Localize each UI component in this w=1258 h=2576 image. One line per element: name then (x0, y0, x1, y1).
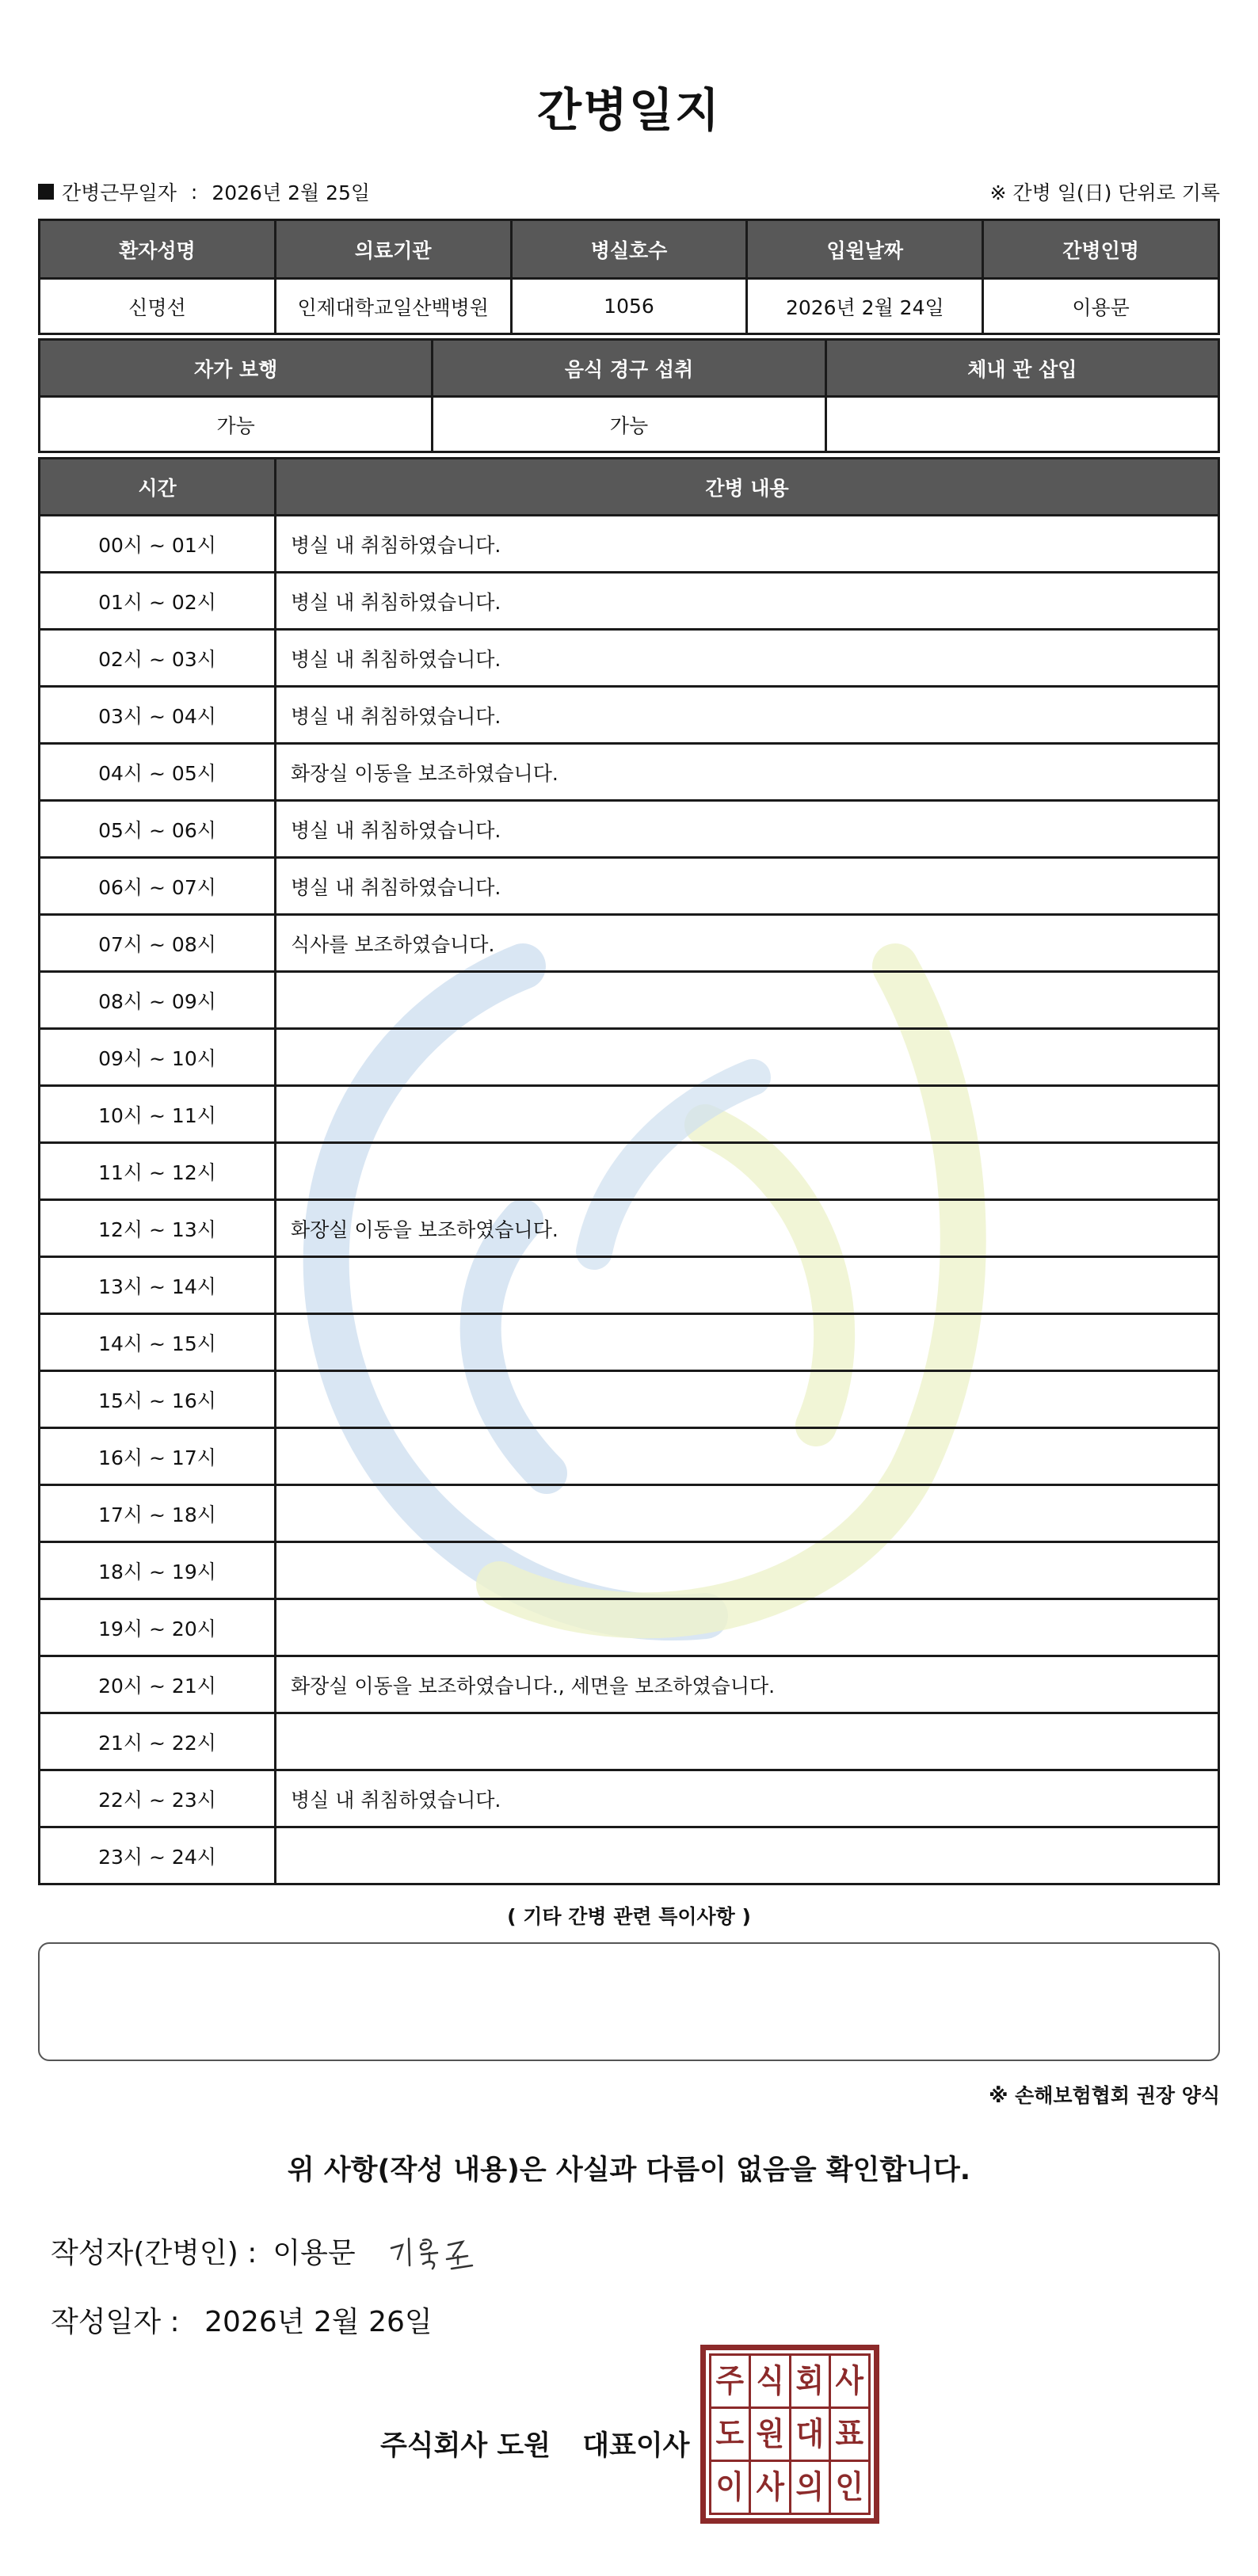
table-row (40, 1713, 1219, 1770)
table-row (40, 801, 1219, 858)
log-content (276, 1485, 1219, 1542)
log-content: 병실 내 취침하였습니다. (276, 573, 1219, 630)
seal-character (711, 2409, 749, 2460)
log-time: 16시 ~ 17시 (40, 1428, 276, 1485)
log-time: 09시 ~ 10시 (40, 1029, 276, 1086)
confirmation-statement: 위 사항(작성 내용)은 사실과 다름이 없음을 확인합니다. (287, 2155, 971, 2186)
seal-stamp (700, 2345, 879, 2524)
seal-character-text: 사 (756, 2469, 784, 2506)
log-time: 03시 ~ 04시 (40, 687, 276, 744)
care-log-table (38, 457, 1220, 1885)
log-content (276, 1371, 1219, 1428)
log-content (276, 1599, 1219, 1656)
log-content (276, 1257, 1219, 1314)
log-content (276, 1086, 1219, 1143)
table-row (40, 744, 1219, 801)
table-row (40, 1599, 1219, 1656)
log-time: 14시 ~ 15시 (40, 1314, 276, 1371)
remarks-box (38, 1942, 1220, 2061)
patient-condition-table (38, 338, 1220, 453)
log-time: 18시 ~ 19시 (40, 1542, 276, 1599)
table-row (40, 1656, 1219, 1713)
log-content (276, 1314, 1219, 1371)
header-hospital: 의료기관 (275, 220, 511, 279)
remarks-title: ( 기타 간병 관련 특이사항 ) (507, 1905, 751, 1928)
log-time: 04시 ~ 05시 (40, 744, 276, 801)
log-content: 식사를 보조하였습니다. (276, 915, 1219, 972)
header-room: 병실호수 (511, 220, 747, 279)
log-time: 19시 ~ 20시 (40, 1599, 276, 1656)
header-walking: 자가 보행 (40, 340, 433, 397)
oral-intake-value: 가능 (433, 397, 825, 452)
page-title: 간병일지 (536, 83, 722, 137)
log-time: 02시 ~ 03시 (40, 630, 276, 687)
seal-character-text: 원 (756, 2416, 784, 2452)
tube-insertion-value (825, 397, 1218, 452)
table-row (40, 573, 1219, 630)
log-time: 10시 ~ 11시 (40, 1086, 276, 1143)
log-content: 화장실 이동을 보조하였습니다. (276, 744, 1219, 801)
table-row (40, 1257, 1219, 1314)
log-time: 11시 ~ 12시 (40, 1143, 276, 1200)
log-content: 병실 내 취침하였습니다. (276, 630, 1219, 687)
table-row (40, 1371, 1219, 1428)
log-content: 병실 내 취침하였습니다. (276, 858, 1219, 915)
form-note: ※ 손해보험협회 권장 양식 (989, 2084, 1220, 2107)
log-time: 22시 ~ 23시 (40, 1770, 276, 1827)
company-signature-line (380, 2424, 689, 2464)
table-row (40, 1029, 1219, 1086)
log-time: 15시 ~ 16시 (40, 1371, 276, 1428)
table-row (40, 1314, 1219, 1371)
seal-character-text: 인 (835, 2469, 864, 2506)
work-date-label: 간병근무일자 (62, 181, 177, 204)
seal-character-text: 대 (795, 2416, 824, 2452)
seal-character-text: 표 (835, 2416, 864, 2452)
table-row (40, 687, 1219, 744)
seal-character (751, 2356, 788, 2406)
writer-name: 이용문 (273, 2237, 356, 2269)
header-caregiver: 간병인명 (983, 220, 1219, 279)
room-number: 1056 (511, 279, 747, 334)
written-date-label: 작성일자 : (51, 2306, 180, 2338)
handwritten-signature (385, 2224, 488, 2280)
patient-info-table (38, 219, 1220, 335)
seal-grid (709, 2353, 871, 2515)
header-care-content: 간병 내용 (276, 459, 1219, 516)
log-time: 05시 ~ 06시 (40, 801, 276, 858)
work-date-value: 2026년 2월 25일 (212, 181, 371, 204)
table-row (40, 630, 1219, 687)
log-content (276, 1713, 1219, 1770)
patient-name: 신명선 (40, 279, 276, 334)
log-content (276, 972, 1219, 1029)
seal-character (751, 2409, 788, 2460)
log-content: 병실 내 취침하였습니다. (276, 1770, 1219, 1827)
header-oral-intake: 음식 경구 섭취 (433, 340, 825, 397)
log-content: 병실 내 취침하였습니다. (276, 687, 1219, 744)
seal-character (831, 2409, 868, 2460)
table-row (40, 972, 1219, 1029)
header-patient-name: 환자성명 (40, 220, 276, 279)
log-content (276, 1029, 1219, 1086)
log-time: 20시 ~ 21시 (40, 1656, 276, 1713)
log-time: 01시 ~ 02시 (40, 573, 276, 630)
walking-value: 가능 (40, 397, 433, 452)
log-time: 00시 ~ 01시 (40, 516, 276, 573)
seal-character (791, 2409, 829, 2460)
log-content (276, 1827, 1219, 1884)
log-time: 13시 ~ 14시 (40, 1257, 276, 1314)
seal-character (831, 2356, 868, 2406)
work-date (38, 177, 370, 206)
seal-character-text: 도 (715, 2416, 745, 2452)
header-time: 시간 (40, 459, 276, 516)
admission-date: 2026년 2월 24일 (747, 279, 983, 334)
header-tube-insertion: 체내 관 삽입 (825, 340, 1218, 397)
log-time: 12시 ~ 13시 (40, 1200, 276, 1257)
seal-character (791, 2356, 829, 2406)
header-admission-date: 입원날짜 (747, 220, 983, 279)
writer-label: 작성자(간병인) : (51, 2237, 257, 2269)
seal-character-text: 의 (795, 2469, 824, 2506)
log-content: 화장실 이동을 보조하였습니다., 세면을 보조하였습니다. (276, 1656, 1219, 1713)
writer-row (51, 2231, 356, 2271)
work-date-colon: : (190, 180, 198, 204)
unit-note: ※ 간병 일(日) 단위로 기록 (989, 181, 1220, 204)
table-row (40, 1770, 1219, 1827)
square-bullet-icon (38, 184, 54, 200)
seal-character-text: 이 (715, 2469, 745, 2506)
table-row (40, 1086, 1219, 1143)
log-content (276, 1542, 1219, 1599)
seal-character (791, 2462, 829, 2513)
table-row (40, 858, 1219, 915)
table-row (40, 516, 1219, 573)
company-rep-title: 대표이사 (582, 2430, 690, 2462)
log-content: 화장실 이동을 보조하였습니다. (276, 1200, 1219, 1257)
log-time: 08시 ~ 09시 (40, 972, 276, 1029)
log-content: 병실 내 취침하였습니다. (276, 516, 1219, 573)
seal-character-text: 주 (715, 2363, 745, 2399)
written-date-value: 2026년 2월 26일 (204, 2306, 433, 2338)
log-content (276, 1143, 1219, 1200)
table-row (40, 1143, 1219, 1200)
log-time: 23시 ~ 24시 (40, 1827, 276, 1884)
table-row (40, 1485, 1219, 1542)
log-time: 17시 ~ 18시 (40, 1485, 276, 1542)
table-row (40, 1542, 1219, 1599)
written-date-row (51, 2300, 433, 2340)
seal-character (711, 2356, 749, 2406)
hospital-name: 인제대학교일산백병원 (275, 279, 511, 334)
seal-character (831, 2462, 868, 2513)
log-time: 07시 ~ 08시 (40, 915, 276, 972)
seal-character (751, 2462, 788, 2513)
log-time: 21시 ~ 22시 (40, 1713, 276, 1770)
seal-character-text: 사 (835, 2363, 864, 2399)
company-name: 주식회사 도원 (380, 2430, 551, 2462)
caregiver-name: 이용문 (983, 279, 1219, 334)
log-time: 06시 ~ 07시 (40, 858, 276, 915)
table-row (40, 1827, 1219, 1884)
seal-character (711, 2462, 749, 2513)
table-row (40, 1428, 1219, 1485)
table-row (40, 915, 1219, 972)
seal-character-text: 식 (756, 2363, 784, 2399)
log-content: 병실 내 취침하였습니다. (276, 801, 1219, 858)
seal-character-text: 회 (795, 2363, 824, 2399)
log-content (276, 1428, 1219, 1485)
table-row (40, 1200, 1219, 1257)
